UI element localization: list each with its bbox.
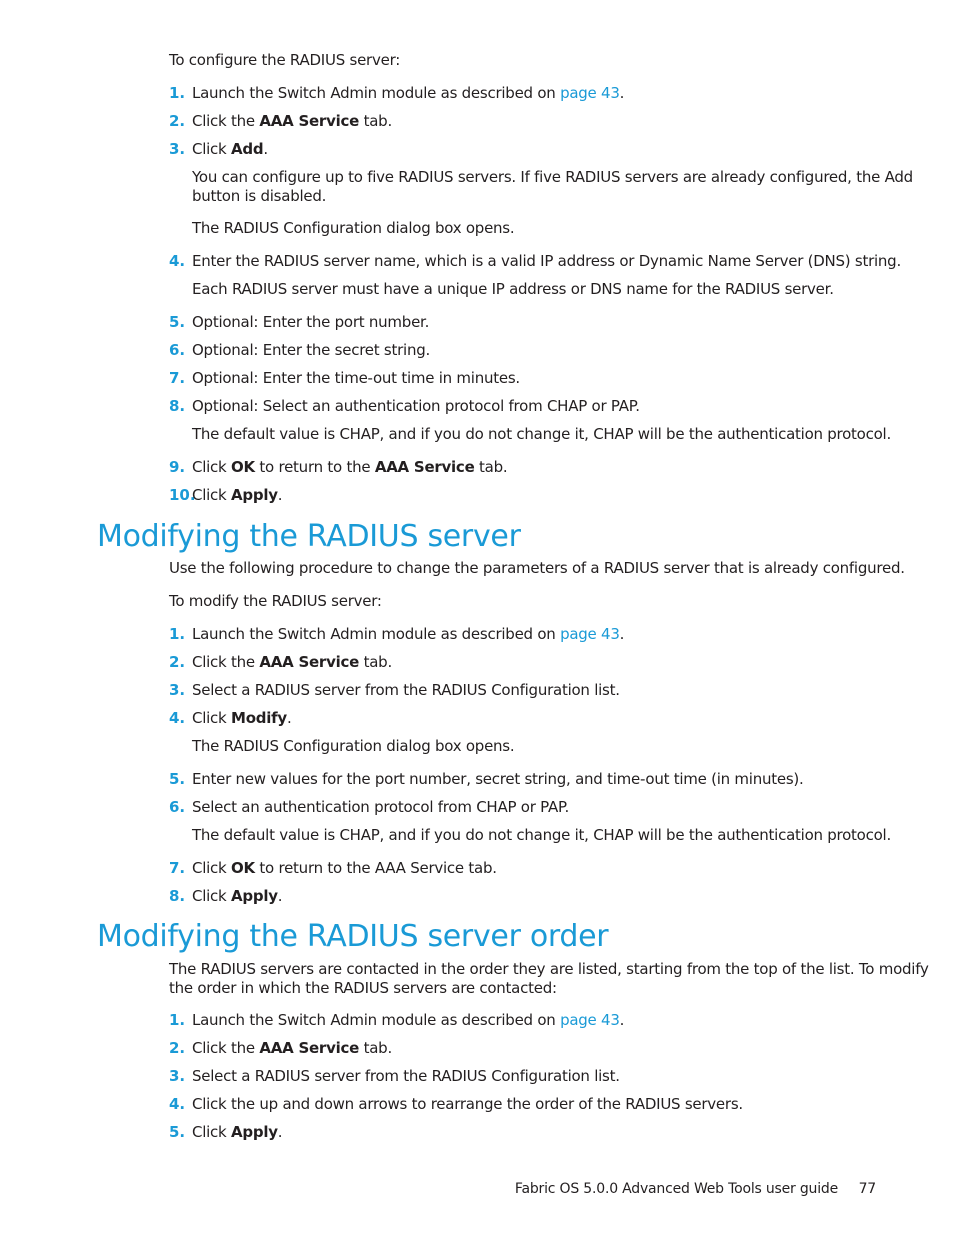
- section-description: The RADIUS servers are contacted in the order they are listed, starting from the top of the list. To modify: [169, 960, 929, 978]
- step-text: Enter new values for the port number, secret string, and time-out time (in minutes).: [192, 770, 804, 788]
- step-note: The RADIUS Configuration dialog box opens.: [192, 737, 515, 755]
- step-text: Click OK to return to the AAA Service tab.: [192, 458, 508, 476]
- step-number: 5.: [169, 1123, 186, 1141]
- section-heading: Modifying the RADIUS server order: [97, 919, 609, 954]
- footer-title: Fabric OS 5.0.0 Advanced Web Tools user guide: [514, 1181, 838, 1197]
- modify-intro: To modify the RADIUS server:: [169, 592, 382, 610]
- step-text: Optional: Enter the time-out time in minutes.: [192, 369, 520, 387]
- step-number: 8.: [169, 397, 186, 415]
- step-note: The default value is CHAP, and if you do not change it, CHAP will be the authentication protocol.: [192, 826, 891, 844]
- step-text: Optional: Enter the secret string.: [192, 341, 430, 359]
- step-text: Launch the Switch Admin module as described on page 43.: [192, 84, 625, 102]
- step-text: Launch the Switch Admin module as described on page 43.: [192, 625, 625, 643]
- page-link[interactable]: page 43: [560, 84, 620, 102]
- step-number: 6.: [169, 341, 186, 359]
- step-number: 1.: [169, 625, 186, 643]
- step-text: Launch the Switch Admin module as described on page 43.: [192, 1011, 625, 1029]
- section-description: the order in which the RADIUS servers are contacted:: [169, 979, 557, 997]
- step-note: button is disabled.: [192, 187, 327, 205]
- step-number: 4.: [169, 709, 186, 727]
- step-number: 4.: [169, 1095, 186, 1113]
- step-text: Click the AAA Service tab.: [192, 112, 392, 130]
- step-number: 3.: [169, 140, 186, 158]
- step-text: Click Apply.: [192, 1123, 283, 1141]
- step-text: Click Apply.: [192, 887, 283, 905]
- step-number: 3.: [169, 681, 186, 699]
- step-number: 5.: [169, 313, 186, 331]
- step-text: Click Add.: [192, 140, 268, 158]
- step-number: 4.: [169, 252, 186, 270]
- step-number: 10.: [169, 486, 196, 504]
- step-note: The RADIUS Configuration dialog box opens.: [192, 219, 515, 237]
- step-text: Optional: Enter the port number.: [192, 313, 430, 331]
- step-text: Click OK to return to the AAA Service tab.: [192, 859, 497, 877]
- step-text: Select a RADIUS server from the RADIUS Configuration list.: [192, 1067, 620, 1085]
- step-number: 1.: [169, 84, 186, 102]
- step-text: Optional: Select an authentication protocol from CHAP or PAP.: [192, 397, 640, 415]
- step-number: 2.: [169, 112, 186, 130]
- step-number: 8.: [169, 887, 186, 905]
- page-link[interactable]: page 43: [560, 1011, 620, 1029]
- step-note: Each RADIUS server must have a unique IP address or DNS name for the RADIUS server.: [192, 280, 834, 298]
- step-number: 5.: [169, 770, 186, 788]
- section-description: Use the following procedure to change the parameters of a RADIUS server that is already configured.: [169, 559, 905, 577]
- step-number: 6.: [169, 798, 186, 816]
- section-heading: Modifying the RADIUS server: [97, 519, 521, 554]
- step-number: 2.: [169, 1039, 186, 1057]
- configure-intro: To configure the RADIUS server:: [169, 51, 401, 69]
- step-text: Select a RADIUS server from the RADIUS Configuration list.: [192, 681, 620, 699]
- step-number: 7.: [169, 369, 186, 387]
- step-text: Click the up and down arrows to rearrange the order of the RADIUS servers.: [192, 1095, 743, 1113]
- page-link[interactable]: page 43: [560, 625, 620, 643]
- step-text: Click the AAA Service tab.: [192, 1039, 392, 1057]
- step-text: Click the AAA Service tab.: [192, 653, 392, 671]
- step-number: 1.: [169, 1011, 186, 1029]
- step-number: 7.: [169, 859, 186, 877]
- step-number: 9.: [169, 458, 186, 476]
- step-text: Enter the RADIUS server name, which is a valid IP address or Dynamic Name Server (DNS) string.: [192, 252, 901, 270]
- step-text: Click Modify.: [192, 709, 292, 727]
- step-text: Select an authentication protocol from CHAP or PAP.: [192, 798, 569, 816]
- step-text: Click Apply.: [192, 486, 283, 504]
- page-number: 77: [858, 1181, 876, 1197]
- step-number: 3.: [169, 1067, 186, 1085]
- step-note: You can configure up to five RADIUS servers. If five RADIUS servers are already configured, the Add: [192, 168, 913, 186]
- step-note: The default value is CHAP, and if you do not change it, CHAP will be the authentication protocol.: [192, 425, 891, 443]
- step-number: 2.: [169, 653, 186, 671]
